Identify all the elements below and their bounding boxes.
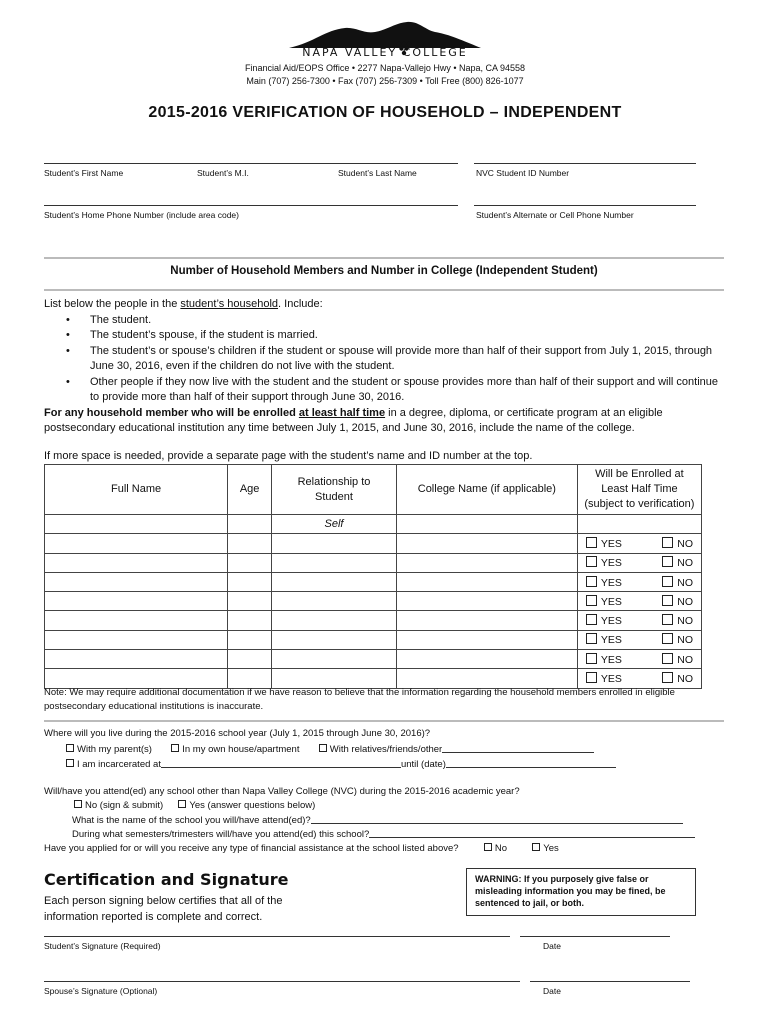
- name-cell[interactable]: [45, 630, 228, 649]
- school-name-row: What is the name of the school you will/have attend(ed)?: [72, 813, 683, 828]
- yes-option[interactable]: [586, 576, 622, 589]
- relationship-cell[interactable]: [272, 553, 397, 572]
- yes-checkbox[interactable]: [586, 556, 597, 567]
- enrolled-cell: [577, 650, 701, 669]
- relatives-field[interactable]: [442, 742, 594, 753]
- college-cell[interactable]: [396, 592, 577, 611]
- yes-label: YES: [600, 653, 622, 666]
- aid-no-checkbox[interactable]: [484, 843, 492, 851]
- incarcerated-location-field[interactable]: [161, 757, 401, 768]
- enrolled-cell: [577, 553, 701, 572]
- no-label: NO: [677, 615, 693, 628]
- college-cell[interactable]: [396, 534, 577, 553]
- college-cell[interactable]: [396, 630, 577, 649]
- yes-no-group: [580, 614, 699, 627]
- yes-checkbox[interactable]: [586, 595, 597, 606]
- last-name-label: Student’s Last Name: [338, 168, 417, 178]
- other-school-question: Will/have you attend(ed) any school other than Napa Valley College (NVC) during the 2015-2016 academic year?: [44, 786, 520, 797]
- household-instructions: List below the people in the student’s household. Include: • The student. • The student’s spouse, if the student is married. • The student’s or spouse’s children if the student or spouse will provide more than half of their support from July 1, 2015, through June 30, 2016, even if the children do not live with the student. • Other people if they now live with the student and the student or spouse provides more than half of their support and will continue to provide more than half of their support through June 30, 2016. For any household member who will be enrolled at least half time in a degree, diploma, or certificate program at an eligible postsecondary educational institution any time between July 1, 2015, and June 30, 2016, include the name of the college.: [44, 297, 728, 437]
- no-checkbox[interactable]: [662, 653, 673, 664]
- no-label: NO: [677, 557, 693, 570]
- relationship-cell[interactable]: [272, 630, 397, 649]
- alt-phone-label: Student’s Alternate or Cell Phone Number: [476, 210, 634, 220]
- yes-label: YES: [600, 537, 622, 550]
- relationship-cell: [272, 515, 397, 534]
- name-cell[interactable]: [45, 611, 228, 630]
- college-cell[interactable]: [396, 572, 577, 591]
- relationship-cell[interactable]: [272, 572, 397, 591]
- household-term: student’s household: [180, 298, 279, 310]
- yes-no-group: [580, 595, 699, 608]
- more-space-note: If more space is needed, provide a separate page with the student’s name and ID number at the top.: [44, 450, 533, 462]
- documentation-note: Note: We may require additional documentation if we have reason to believe that the information regarding the household members enrolled in eligible postsecondary educational institutions is inaccurate.: [44, 687, 675, 712]
- yes-label: YES: [600, 615, 622, 628]
- relationship-cell[interactable]: [272, 592, 397, 611]
- financial-aid-row: Have you applied for or will you receive any type of financial assistance at the school listed above? No Yes: [44, 843, 559, 854]
- no-label: NO: [677, 537, 693, 550]
- college-cell[interactable]: [396, 650, 577, 669]
- col-full-name: Full Name: [45, 465, 228, 515]
- semesters-field[interactable]: [369, 827, 695, 838]
- no-checkbox[interactable]: [662, 537, 673, 548]
- spouse-date-line[interactable]: [530, 981, 690, 982]
- col-age: Age: [228, 465, 272, 515]
- relatives-checkbox[interactable]: [319, 744, 327, 752]
- note-divider: [44, 720, 724, 722]
- yes-option[interactable]: [586, 537, 622, 550]
- yes-option[interactable]: [586, 595, 622, 608]
- yes-checkbox[interactable]: [586, 537, 597, 548]
- list-item: • Other people if they now live with the student and the student or spouse provides more than half of their support and will continue to provide more than half of their support through June 30, 2016.: [44, 375, 728, 406]
- college-cell[interactable]: [396, 553, 577, 572]
- warning-box: WARNING: If you purposely give false or misleading information you may be fined, be sentenced to jail, or both.: [466, 868, 696, 916]
- no-label: NO: [677, 653, 693, 666]
- yes-no-group: [580, 556, 699, 569]
- other-school-options: No (sign & submit) Yes (answer questions below): [74, 799, 315, 813]
- relationship-cell[interactable]: [272, 611, 397, 630]
- yes-no-group: [580, 653, 699, 666]
- enrolled-cell: [577, 592, 701, 611]
- no-option[interactable]: [662, 633, 693, 646]
- student-date-line[interactable]: [520, 936, 670, 937]
- college-cell[interactable]: [396, 611, 577, 630]
- table-row: [45, 611, 702, 630]
- yes-checkbox[interactable]: [586, 633, 597, 644]
- age-cell[interactable]: [228, 553, 272, 572]
- no-option[interactable]: [662, 672, 693, 685]
- name-cell[interactable]: [45, 572, 228, 591]
- yes-label: YES: [600, 576, 622, 589]
- office-address: Financial Aid/EOPS Office • 2277 Napa-Vallejo Hwy • Napa, CA 94558: [244, 63, 526, 73]
- yes-label: YES: [600, 634, 622, 647]
- age-cell[interactable]: [228, 534, 272, 553]
- table-header-row: [45, 465, 702, 515]
- alt-phone-line[interactable]: [474, 205, 696, 206]
- no-checkbox[interactable]: [662, 633, 673, 644]
- enrolled-cell: [577, 515, 701, 534]
- name-cell[interactable]: [45, 534, 228, 553]
- certification-title: Certification and Signature: [44, 870, 289, 889]
- school-name-field[interactable]: [311, 813, 683, 824]
- enrolled-cell: [577, 611, 701, 630]
- parents-checkbox[interactable]: [66, 744, 74, 752]
- spouse-signature-line[interactable]: [44, 981, 520, 982]
- no-option[interactable]: [662, 537, 693, 550]
- yes-no-group: [580, 633, 699, 646]
- section-divider-top: [44, 257, 724, 259]
- section-divider-bottom: [44, 289, 724, 291]
- yes-no-group: [580, 537, 699, 550]
- student-date-label: Date: [543, 941, 561, 951]
- yes-no-group: [580, 576, 699, 589]
- yes-label: YES: [600, 673, 622, 686]
- certification-text: Each person signing below certifies that all of the information reported is complete and correct.: [44, 895, 283, 923]
- no-checkbox[interactable]: [662, 556, 673, 567]
- name-cell[interactable]: [45, 515, 228, 534]
- table-row: [45, 650, 702, 669]
- home-phone-label: Student’s Home Phone Number (include area code): [44, 210, 239, 220]
- student-signature-line[interactable]: [44, 936, 510, 937]
- college-cell[interactable]: [396, 515, 577, 534]
- no-option[interactable]: [662, 556, 693, 569]
- yes-label: YES: [600, 595, 622, 608]
- age-cell[interactable]: [228, 572, 272, 591]
- enrolled-cell: [577, 572, 701, 591]
- no-label: NO: [677, 673, 693, 686]
- enrolled-cell: [577, 630, 701, 649]
- table-row: [45, 572, 702, 591]
- no-checkbox[interactable]: [662, 672, 673, 683]
- section-heading: Number of Household Members and Number in College (Independent Student): [170, 265, 598, 277]
- yes-option[interactable]: [586, 614, 622, 627]
- id-line[interactable]: [474, 163, 696, 164]
- table-row: [45, 592, 702, 611]
- living-question: Where will you live during the 2015-2016 school year (July 1, 2015 through June 30, 2016)?: [44, 728, 431, 739]
- relationship-cell[interactable]: [272, 534, 397, 553]
- yes-option[interactable]: [586, 653, 622, 666]
- name-line[interactable]: [44, 163, 458, 164]
- col-relationship: Relationship to Student: [272, 465, 397, 515]
- list-item: • The student’s spouse, if the student is married.: [44, 328, 728, 344]
- age-cell[interactable]: [228, 515, 272, 534]
- yes-label: YES: [600, 557, 622, 570]
- no-label: NO: [677, 634, 693, 647]
- yes-option[interactable]: [586, 633, 622, 646]
- table-row-self: [45, 515, 702, 534]
- relationship-cell[interactable]: [272, 650, 397, 669]
- age-cell[interactable]: [228, 650, 272, 669]
- name-cell[interactable]: [45, 553, 228, 572]
- own-house-checkbox[interactable]: [171, 744, 179, 752]
- name-cell[interactable]: [45, 650, 228, 669]
- other-school-no-checkbox[interactable]: [74, 800, 82, 808]
- spouse-date-label: Date: [543, 986, 561, 996]
- no-checkbox[interactable]: [662, 614, 673, 625]
- name-cell[interactable]: [45, 592, 228, 611]
- living-options-row: With my parent(s) In my own house/apartment With relatives/friends/other: [66, 742, 594, 757]
- form-title: 2015-2016 VERIFICATION OF HOUSEHOLD – INDEPENDENT: [148, 104, 622, 121]
- yes-no-group: [580, 672, 699, 685]
- aid-yes-checkbox[interactable]: [532, 843, 540, 851]
- no-checkbox[interactable]: [662, 576, 673, 587]
- self-label: Self: [324, 518, 344, 531]
- mi-label: Student’s M.I.: [197, 168, 249, 178]
- no-label: NO: [677, 576, 693, 589]
- student-signature-label: Student’s Signature (Required): [44, 941, 161, 951]
- enrollment-instruction: For any household member who will be enrolled at least half time in a degree, diploma, or certificate program at an eligible postsecondary educational institution any time between July 1, 2015, and June 30, 2016, include the name of the college.: [44, 406, 663, 434]
- until-date-field[interactable]: [446, 757, 616, 768]
- table-row: [45, 630, 702, 649]
- other-school-yes-checkbox[interactable]: [178, 800, 186, 808]
- yes-checkbox[interactable]: [586, 576, 597, 587]
- yes-option[interactable]: [586, 556, 622, 569]
- no-option[interactable]: [662, 614, 693, 627]
- list-item: • The student’s or spouse’s children if the student or spouse will provide more than half of their support from July 1, 2015, through June 30, 2016, even if the children do not live with the student.: [44, 344, 728, 375]
- age-cell[interactable]: [228, 630, 272, 649]
- incarcerated-row: I am incarcerated at until (date): [66, 757, 616, 772]
- no-option[interactable]: [662, 595, 693, 608]
- household-table: [44, 464, 702, 689]
- no-label: NO: [677, 595, 693, 608]
- table-row: [45, 534, 702, 553]
- household-members-list: [44, 313, 728, 406]
- home-phone-line[interactable]: [44, 205, 458, 206]
- col-college: College Name (if applicable): [396, 465, 577, 515]
- yes-checkbox[interactable]: [586, 614, 597, 625]
- table-row: [45, 553, 702, 572]
- yes-checkbox[interactable]: [586, 653, 597, 664]
- office-phones: Main (707) 256-7300 • Fax (707) 256-7309 • Toll Free (800) 826-1077: [246, 76, 524, 86]
- incarcerated-checkbox[interactable]: [66, 759, 74, 767]
- semesters-row: During what semesters/trimesters will/have you attend(ed) this school?: [72, 827, 695, 842]
- student-id-label: NVC Student ID Number: [476, 168, 570, 178]
- spouse-signature-label: Spouse’s Signature (Optional): [44, 986, 158, 996]
- college-name: NAPA VALLEY COLLEGE: [302, 46, 468, 59]
- first-name-label: Student’s First Name: [44, 168, 124, 178]
- list-item: • The student.: [44, 313, 728, 329]
- enrolled-cell: [577, 534, 701, 553]
- no-option[interactable]: [662, 653, 693, 666]
- no-checkbox[interactable]: [662, 595, 673, 606]
- age-cell[interactable]: [228, 592, 272, 611]
- yes-option[interactable]: [586, 672, 622, 685]
- yes-checkbox[interactable]: [586, 672, 597, 683]
- col-enrolled: Will be Enrolled at Least Half Time (subject to verification): [577, 465, 701, 515]
- age-cell[interactable]: [228, 611, 272, 630]
- no-option[interactable]: [662, 576, 693, 589]
